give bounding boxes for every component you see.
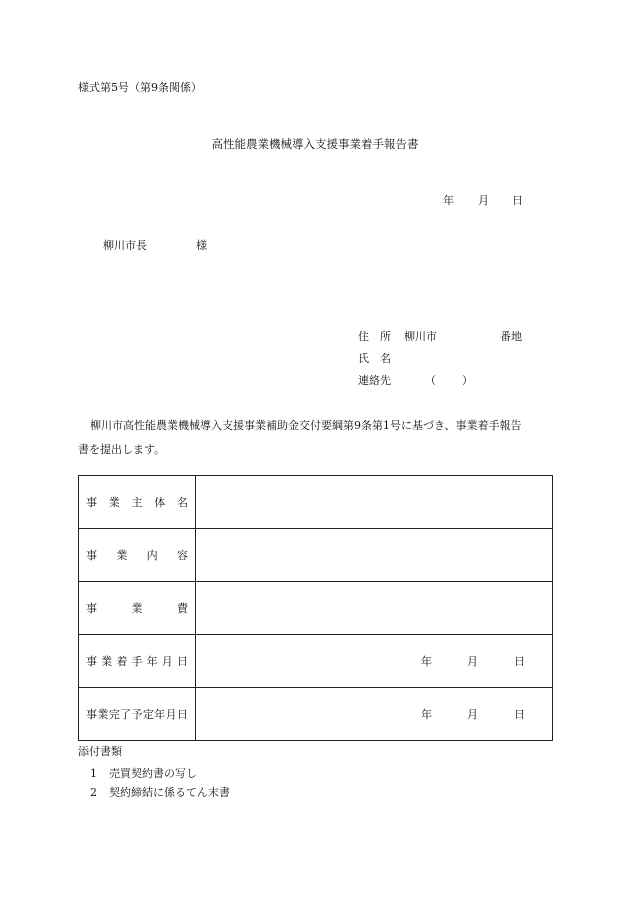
document-title: 高性能農業機械導入支援事業着手報告書 [211,137,419,151]
label-char: 年 [154,708,166,721]
label-char: 内 [146,549,158,562]
label-char: 業 [131,602,143,615]
table-row [79,582,553,635]
address-suffix: 番地 [500,330,522,343]
label-char: 完 [108,708,120,721]
value-cell-entity[interactable] [196,476,553,529]
label-char: 容 [176,549,188,562]
attachment-item-1: 売買契約書の写し [109,767,197,780]
label-char: 手 [131,655,143,668]
body-text-line1: 柳川市高性能農業機械導入支援事業補助金交付要綱第9条第1号に基づき、事業着手報告 [90,419,522,432]
row-label-cost [79,600,195,616]
attachment-item-2: 契約締結に係るてん末書 [109,786,230,799]
addressee-name: 柳川市長 [103,239,147,252]
label-char: 年 [146,655,158,668]
date-day-label: 日 [512,194,523,207]
label-char: 体 [154,496,166,509]
label-char: 業 [108,496,120,509]
label-char: 事 [86,655,97,668]
label-char: 事 [86,602,97,615]
label-cell [79,635,196,688]
date-month-label: 月 [478,194,489,207]
end-day-label: 日 [514,708,525,721]
name-label: 氏 名 [358,352,391,365]
label-char: 主 [131,496,143,509]
label-cell [79,476,196,529]
label-char: 日 [177,708,188,721]
label-char: 日 [176,655,188,668]
label-cell [79,582,196,635]
addressee-suffix: 様 [196,239,207,252]
label-char: 月 [161,655,173,668]
label-char: 事 [86,496,97,509]
attachments-heading: 添付書類 [78,745,122,758]
label-cell [79,529,196,582]
value-cell-end-date[interactable] [196,688,553,741]
end-month-label: 月 [467,708,478,721]
table-row [79,688,553,741]
label-char: 月 [165,708,177,721]
body-text-line2: 書を提出します。 [78,443,166,456]
value-cell-start-date[interactable] [196,635,553,688]
row-label-content [79,547,195,563]
start-month-label: 月 [467,655,478,668]
address-city: 柳川市 [404,330,437,343]
label-char: 業 [97,708,109,721]
value-cell-cost[interactable] [196,582,553,635]
label-char: 事 [86,708,97,721]
start-day-label: 日 [514,655,525,668]
table-row [79,529,553,582]
label-char: 了 [120,708,132,721]
value-cell-content[interactable] [196,529,553,582]
table-row [79,476,553,529]
table-row [79,635,553,688]
start-year-label: 年 [421,655,432,668]
row-label-entity [79,494,195,510]
label-char: 定 [142,708,154,721]
attachment-number: 1 [90,767,97,780]
label-char: 業 [116,549,128,562]
label-char: 予 [131,708,143,721]
report-table [78,475,553,741]
address-label: 住 所 [358,330,391,343]
attachment-number: 2 [90,786,97,799]
label-char: 事 [86,549,97,562]
row-label-start-date [79,653,195,669]
label-char: 名 [177,496,188,509]
contact-paren-open: （ [425,374,436,387]
end-year-label: 年 [421,708,432,721]
contact-label: 連絡先 [358,374,391,387]
date-year-label: 年 [443,194,454,207]
label-char: 着 [116,655,128,668]
contact-paren-close: ） [462,374,473,387]
label-char: 費 [177,602,188,615]
row-label-end-date [79,706,195,722]
label-char: 業 [101,655,113,668]
label-cell [79,688,196,741]
form-number: 様式第5号（第9条関係） [78,81,202,94]
